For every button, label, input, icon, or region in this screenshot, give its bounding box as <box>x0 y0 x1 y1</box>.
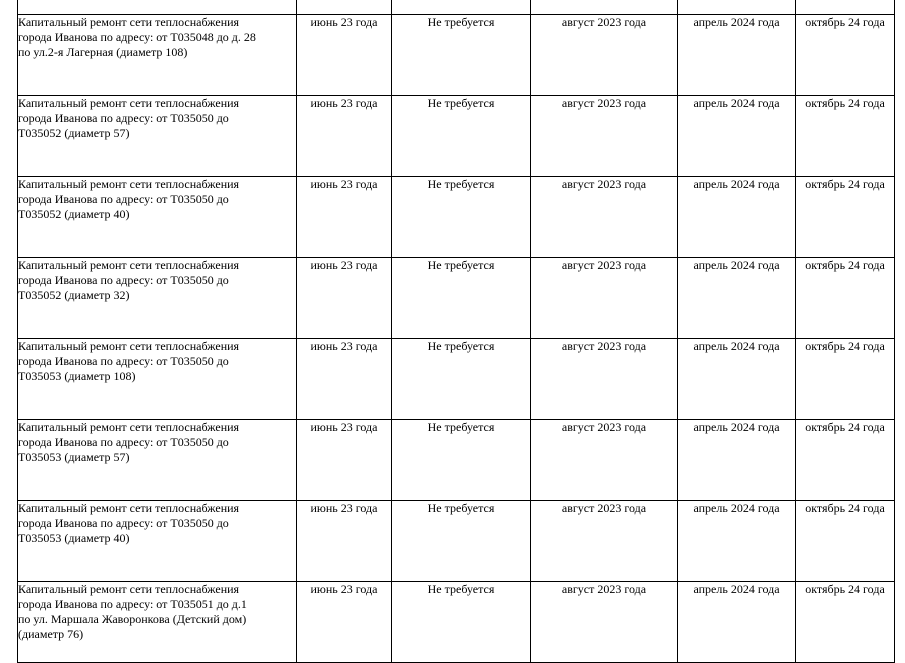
start-date: июнь 23 года <box>297 258 392 339</box>
table-row <box>18 258 895 339</box>
completion-date: октябрь 24 года <box>796 420 895 501</box>
table-row <box>18 339 895 420</box>
completion-date: октябрь 24 года <box>796 582 895 663</box>
work-description: Капитальный ремонт сети теплоснабжения города Иванова по адресу: от Т035048 до д. 28 по ул.2-я Лагерная (диаметр 108) <box>18 15 297 96</box>
requirement-status: Не требуется <box>392 15 531 96</box>
start-date: июнь 23 года <box>297 582 392 663</box>
completion-date: октябрь 24 года <box>796 177 895 258</box>
milestone-date-2: апрель 2024 года <box>678 339 796 420</box>
start-date: июнь 23 года <box>297 420 392 501</box>
table-row <box>18 501 895 582</box>
milestone-date-2: апрель 2024 года <box>678 420 796 501</box>
table-cell <box>297 0 392 15</box>
table-cell <box>678 0 796 15</box>
milestone-date-1: август 2023 года <box>531 501 678 582</box>
table-cell <box>18 0 297 15</box>
milestone-date-1: август 2023 года <box>531 582 678 663</box>
milestone-date-2: апрель 2024 года <box>678 582 796 663</box>
work-description: Капитальный ремонт сети теплоснабжения города Иванова по адресу: от Т035051 до д.1 по ул. Маршала Жаворонкова (Детский дом) (диаметр 76) <box>18 582 297 663</box>
requirement-status: Не требуется <box>392 258 531 339</box>
milestone-date-2: апрель 2024 года <box>678 501 796 582</box>
milestone-date-1: август 2023 года <box>531 339 678 420</box>
start-date: июнь 23 года <box>297 177 392 258</box>
milestone-date-1: август 2023 года <box>531 15 678 96</box>
requirement-status: Не требуется <box>392 420 531 501</box>
milestone-date-1: август 2023 года <box>531 258 678 339</box>
completion-date: октябрь 24 года <box>796 258 895 339</box>
work-description: Капитальный ремонт сети теплоснабжения города Иванова по адресу: от Т035050 до Т035053 (диаметр 108) <box>18 339 297 420</box>
milestone-date-2: апрель 2024 года <box>678 96 796 177</box>
requirement-status: Не требуется <box>392 96 531 177</box>
table-row <box>18 582 895 663</box>
table-row <box>18 420 895 501</box>
start-date: июнь 23 года <box>297 339 392 420</box>
start-date: июнь 23 года <box>297 96 392 177</box>
table-cell <box>531 0 678 15</box>
milestone-date-2: апрель 2024 года <box>678 177 796 258</box>
table-row <box>18 15 895 96</box>
work-description: Капитальный ремонт сети теплоснабжения города Иванова по адресу: от Т035050 до Т035052 (диаметр 40) <box>18 177 297 258</box>
milestone-date-2: апрель 2024 года <box>678 15 796 96</box>
requirement-status: Не требуется <box>392 501 531 582</box>
completion-date: октябрь 24 года <box>796 339 895 420</box>
work-description: Капитальный ремонт сети теплоснабжения города Иванова по адресу: от Т035050 до Т035053 (диаметр 40) <box>18 501 297 582</box>
repair-schedule-table <box>17 0 895 663</box>
requirement-status: Не требуется <box>392 339 531 420</box>
requirement-status: Не требуется <box>392 582 531 663</box>
work-description: Капитальный ремонт сети теплоснабжения города Иванова по адресу: от Т035050 до Т035052 (диаметр 57) <box>18 96 297 177</box>
completion-date: октябрь 24 года <box>796 96 895 177</box>
table-cell <box>392 0 531 15</box>
milestone-date-1: август 2023 года <box>531 420 678 501</box>
start-date: июнь 23 года <box>297 501 392 582</box>
table-row-top-edge <box>18 0 895 15</box>
completion-date: октябрь 24 года <box>796 15 895 96</box>
milestone-date-2: апрель 2024 года <box>678 258 796 339</box>
table-cell <box>796 0 895 15</box>
table-row <box>18 177 895 258</box>
table-row <box>18 96 895 177</box>
milestone-date-1: август 2023 года <box>531 177 678 258</box>
work-description: Капитальный ремонт сети теплоснабжения города Иванова по адресу: от Т035050 до Т035052 (диаметр 32) <box>18 258 297 339</box>
milestone-date-1: август 2023 года <box>531 96 678 177</box>
start-date: июнь 23 года <box>297 15 392 96</box>
requirement-status: Не требуется <box>392 177 531 258</box>
work-description: Капитальный ремонт сети теплоснабжения города Иванова по адресу: от Т035050 до Т035053 (диаметр 57) <box>18 420 297 501</box>
completion-date: октябрь 24 года <box>796 501 895 582</box>
